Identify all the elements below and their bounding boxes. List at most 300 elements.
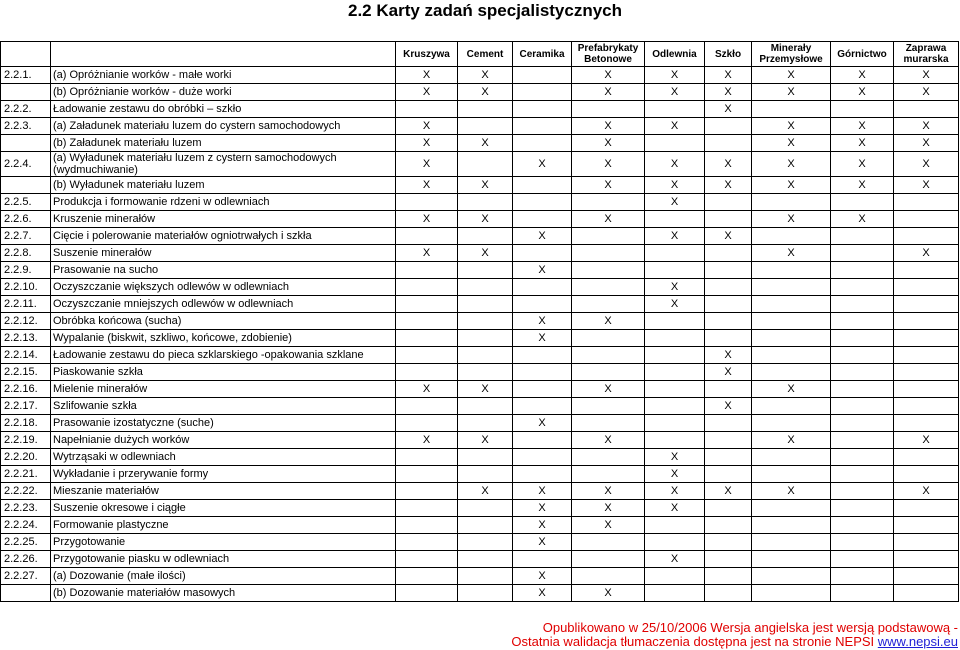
sector-mark: X <box>513 228 572 245</box>
sector-mark <box>752 449 831 466</box>
sector-mark <box>572 262 645 279</box>
sector-mark: X <box>752 381 831 398</box>
sector-mark: X <box>831 135 894 152</box>
column-header: Ceramika <box>513 42 572 67</box>
sector-mark <box>645 330 705 347</box>
sector-mark: X <box>894 483 959 500</box>
sector-mark: X <box>396 381 458 398</box>
sector-mark: X <box>572 177 645 194</box>
sector-mark <box>831 313 894 330</box>
sector-mark: X <box>705 101 752 118</box>
sector-mark <box>752 415 831 432</box>
sector-mark: X <box>645 279 705 296</box>
task-number: 2.2.21. <box>1 466 51 483</box>
sector-mark <box>894 313 959 330</box>
sector-mark <box>572 101 645 118</box>
sector-mark <box>396 483 458 500</box>
sector-mark: X <box>705 84 752 101</box>
task-description: Napełnianie dużych worków <box>51 432 396 449</box>
sector-mark <box>894 381 959 398</box>
sector-mark <box>705 500 752 517</box>
sector-mark: X <box>705 177 752 194</box>
sector-mark: X <box>513 262 572 279</box>
sector-mark: X <box>831 67 894 84</box>
sector-mark <box>645 432 705 449</box>
sector-mark: X <box>572 517 645 534</box>
sector-mark: X <box>572 500 645 517</box>
task-number: 2.2.7. <box>1 228 51 245</box>
task-description: Wytrząsaki w odlewniach <box>51 449 396 466</box>
sector-mark <box>645 313 705 330</box>
sector-mark: X <box>458 177 513 194</box>
sector-mark <box>645 381 705 398</box>
sector-mark <box>831 262 894 279</box>
footer-validation-text: Ostatnia walidacja tłumaczenia dostępna jest na stronie NEPSI <box>511 634 878 649</box>
sector-mark <box>831 381 894 398</box>
sector-mark <box>894 347 959 364</box>
sector-mark <box>458 296 513 313</box>
sector-mark <box>572 466 645 483</box>
sector-mark: X <box>513 568 572 585</box>
sector-mark: X <box>705 347 752 364</box>
sector-mark <box>572 551 645 568</box>
table-row <box>1 534 959 551</box>
sector-mark <box>831 517 894 534</box>
sector-mark: X <box>396 245 458 262</box>
table-row <box>1 432 959 449</box>
sector-mark: X <box>705 398 752 415</box>
task-number: 2.2.19. <box>1 432 51 449</box>
sector-mark <box>831 279 894 296</box>
sector-mark: X <box>831 84 894 101</box>
table-row <box>1 381 959 398</box>
sector-mark: X <box>645 84 705 101</box>
sector-mark <box>513 279 572 296</box>
table-row <box>1 551 959 568</box>
sector-mark: X <box>831 177 894 194</box>
table-row <box>1 67 959 84</box>
sector-mark <box>645 347 705 364</box>
task-description: Suszenie okresowe i ciągłe <box>51 500 396 517</box>
task-description: Mielenie minerałów <box>51 381 396 398</box>
sector-mark: X <box>458 84 513 101</box>
sector-mark: X <box>458 483 513 500</box>
sector-mark <box>894 330 959 347</box>
sector-mark <box>572 296 645 313</box>
sector-mark <box>894 279 959 296</box>
sector-mark: X <box>645 67 705 84</box>
task-number <box>1 585 51 602</box>
sector-mark: X <box>645 551 705 568</box>
sector-mark <box>513 347 572 364</box>
sector-mark <box>458 398 513 415</box>
sector-mark: X <box>752 84 831 101</box>
column-header: Odlewnia <box>645 42 705 67</box>
sector-mark <box>752 585 831 602</box>
sector-mark: X <box>645 118 705 135</box>
sector-mark: X <box>396 152 458 177</box>
sector-mark: X <box>572 84 645 101</box>
sector-mark: X <box>752 152 831 177</box>
task-number: 2.2.11. <box>1 296 51 313</box>
sector-mark <box>458 568 513 585</box>
sector-mark: X <box>572 67 645 84</box>
table-row <box>1 568 959 585</box>
sector-mark <box>894 415 959 432</box>
sector-mark <box>513 118 572 135</box>
task-description: (b) Wyładunek materiału luzem <box>51 177 396 194</box>
sector-mark <box>458 101 513 118</box>
sector-mark <box>752 330 831 347</box>
sector-mark <box>513 101 572 118</box>
sector-mark <box>831 228 894 245</box>
sector-mark: X <box>396 84 458 101</box>
task-description: (a) Wyładunek materiału luzem z cystern samochodowych (wydmuchiwanie) <box>51 152 396 177</box>
sector-mark: X <box>513 330 572 347</box>
column-header: Szkło <box>705 42 752 67</box>
sector-mark <box>705 415 752 432</box>
sector-mark <box>645 534 705 551</box>
sector-mark <box>458 466 513 483</box>
sector-mark <box>752 194 831 211</box>
sector-mark <box>645 415 705 432</box>
table-row <box>1 449 959 466</box>
sector-mark <box>572 347 645 364</box>
sector-mark: X <box>513 517 572 534</box>
footer-publication-note: Opublikowano w 25/10/2006 Wersja angielska jest wersją podstawową - <box>542 620 958 635</box>
task-description: Piaskowanie szkła <box>51 364 396 381</box>
sector-mark <box>705 118 752 135</box>
sector-mark <box>831 347 894 364</box>
table-row <box>1 101 959 118</box>
sector-mark: X <box>705 67 752 84</box>
sector-mark <box>645 364 705 381</box>
task-description: Mieszanie materiałów <box>51 483 396 500</box>
table-row <box>1 347 959 364</box>
task-number: 2.2.23. <box>1 500 51 517</box>
sector-mark <box>396 585 458 602</box>
sector-mark: X <box>645 466 705 483</box>
table-row <box>1 135 959 152</box>
table-row <box>1 177 959 194</box>
sector-mark: X <box>458 67 513 84</box>
sector-mark <box>831 568 894 585</box>
sector-mark <box>396 517 458 534</box>
sector-mark: X <box>705 483 752 500</box>
sector-mark: X <box>752 245 831 262</box>
sector-mark <box>572 534 645 551</box>
sector-mark: X <box>752 483 831 500</box>
task-description: Obróbka końcowa (sucha) <box>51 313 396 330</box>
sector-mark <box>513 449 572 466</box>
sector-mark <box>458 262 513 279</box>
sector-mark: X <box>513 313 572 330</box>
sector-mark <box>831 296 894 313</box>
sector-mark <box>458 585 513 602</box>
sector-mark: X <box>894 118 959 135</box>
sector-mark <box>894 364 959 381</box>
sector-mark <box>705 194 752 211</box>
sector-mark: X <box>894 245 959 262</box>
sector-mark <box>831 466 894 483</box>
task-description: Ładowanie zestawu do obróbki – szkło <box>51 101 396 118</box>
task-description: Prasowanie na sucho <box>51 262 396 279</box>
task-number: 2.2.27. <box>1 568 51 585</box>
sector-mark <box>513 398 572 415</box>
sector-mark <box>752 279 831 296</box>
sector-mark <box>458 347 513 364</box>
sector-mark <box>572 228 645 245</box>
sector-mark: X <box>572 381 645 398</box>
sector-mark <box>572 330 645 347</box>
column-header: Zaprawa murarska <box>894 42 959 67</box>
sector-mark: X <box>458 211 513 228</box>
sector-mark <box>831 101 894 118</box>
sector-mark: X <box>645 296 705 313</box>
sector-mark <box>831 415 894 432</box>
table-row <box>1 84 959 101</box>
table-row <box>1 118 959 135</box>
sector-mark <box>705 466 752 483</box>
sector-mark <box>752 313 831 330</box>
footer-validation-note <box>511 634 958 649</box>
sector-mark <box>458 279 513 296</box>
sector-mark <box>572 279 645 296</box>
sector-mark <box>572 398 645 415</box>
sector-mark <box>396 398 458 415</box>
sector-mark <box>396 568 458 585</box>
sector-mark <box>396 313 458 330</box>
sector-mark: X <box>645 483 705 500</box>
sector-mark <box>458 364 513 381</box>
table-row <box>1 296 959 313</box>
sector-mark <box>458 415 513 432</box>
sector-mark: X <box>572 118 645 135</box>
task-description: Oczyszczanie mniejszych odlewów w odlewniach <box>51 296 396 313</box>
sector-mark: X <box>572 585 645 602</box>
task-number: 2.2.5. <box>1 194 51 211</box>
sector-mark <box>396 466 458 483</box>
sector-mark <box>645 211 705 228</box>
task-number: 2.2.2. <box>1 101 51 118</box>
task-number: 2.2.20. <box>1 449 51 466</box>
task-description: (a) Dozowanie (małe ilości) <box>51 568 396 585</box>
sector-mark <box>894 449 959 466</box>
task-number: 2.2.24. <box>1 517 51 534</box>
sector-mark <box>831 330 894 347</box>
table-row <box>1 152 959 177</box>
sector-mark: X <box>396 135 458 152</box>
task-description: (b) Dozowanie materiałów masowych <box>51 585 396 602</box>
sector-mark: X <box>513 585 572 602</box>
sector-mark: X <box>513 152 572 177</box>
sector-mark: X <box>458 381 513 398</box>
task-number <box>1 135 51 152</box>
sector-mark: X <box>645 194 705 211</box>
sector-mark <box>752 262 831 279</box>
sector-mark <box>513 177 572 194</box>
sector-mark <box>831 500 894 517</box>
sector-mark: X <box>458 432 513 449</box>
task-number: 2.2.6. <box>1 211 51 228</box>
sector-mark <box>513 466 572 483</box>
sector-mark <box>645 568 705 585</box>
task-number: 2.2.25. <box>1 534 51 551</box>
sector-mark <box>752 296 831 313</box>
task-number: 2.2.9. <box>1 262 51 279</box>
sector-mark: X <box>705 364 752 381</box>
sector-mark: X <box>705 152 752 177</box>
sector-mark <box>572 364 645 381</box>
sector-mark <box>752 228 831 245</box>
sector-mark <box>894 194 959 211</box>
sector-mark: X <box>752 118 831 135</box>
sector-mark <box>645 101 705 118</box>
sector-mark <box>458 534 513 551</box>
sector-mark <box>705 279 752 296</box>
sector-mark <box>513 551 572 568</box>
sector-mark <box>705 534 752 551</box>
sector-mark: X <box>894 84 959 101</box>
table-row <box>1 228 959 245</box>
sector-mark <box>645 398 705 415</box>
sector-mark <box>396 228 458 245</box>
task-description: Kruszenie minerałów <box>51 211 396 228</box>
sector-mark <box>831 194 894 211</box>
sector-mark <box>396 500 458 517</box>
table-row <box>1 279 959 296</box>
sector-mark <box>513 381 572 398</box>
sector-mark <box>705 551 752 568</box>
header-row <box>1 42 959 67</box>
sector-mark: X <box>572 211 645 228</box>
sector-mark <box>831 551 894 568</box>
sector-mark <box>513 245 572 262</box>
sector-mark <box>894 517 959 534</box>
sector-mark <box>396 262 458 279</box>
sector-mark: X <box>513 483 572 500</box>
sector-mark: X <box>894 135 959 152</box>
sector-mark <box>752 534 831 551</box>
column-header: Górnictwo <box>831 42 894 67</box>
sector-mark: X <box>894 152 959 177</box>
sector-mark <box>752 101 831 118</box>
task-description: Oczyszczanie większych odlewów w odlewniach <box>51 279 396 296</box>
sector-mark <box>705 211 752 228</box>
task-number: 2.2.18. <box>1 415 51 432</box>
task-matrix-table <box>0 41 959 602</box>
task-number: 2.2.12. <box>1 313 51 330</box>
sector-mark <box>513 135 572 152</box>
task-description: Przygotowanie <box>51 534 396 551</box>
sector-mark: X <box>396 211 458 228</box>
task-description: Wypalanie (biskwit, szkliwo, końcowe, zdobienie) <box>51 330 396 347</box>
sector-mark <box>894 101 959 118</box>
sector-mark: X <box>572 483 645 500</box>
column-header: Prefabrykaty Betonowe <box>572 42 645 67</box>
sector-mark: X <box>458 245 513 262</box>
sector-mark <box>645 585 705 602</box>
sector-mark <box>894 551 959 568</box>
table-row <box>1 211 959 228</box>
sector-mark <box>752 568 831 585</box>
sector-mark <box>705 432 752 449</box>
sector-mark: X <box>458 135 513 152</box>
sector-mark: X <box>396 67 458 84</box>
sector-mark <box>645 262 705 279</box>
sector-mark <box>458 551 513 568</box>
table-row <box>1 483 959 500</box>
sector-mark <box>645 135 705 152</box>
task-description: Prasowanie izostatyczne (suche) <box>51 415 396 432</box>
sector-mark <box>513 194 572 211</box>
sector-mark: X <box>705 228 752 245</box>
sector-mark <box>458 517 513 534</box>
sector-mark: X <box>831 211 894 228</box>
task-description: Wykładanie i przerywanie formy <box>51 466 396 483</box>
nepsi-link[interactable]: www.nepsi.eu <box>877 634 958 649</box>
sector-mark <box>894 466 959 483</box>
sector-mark <box>705 262 752 279</box>
sector-mark <box>645 517 705 534</box>
sector-mark <box>458 118 513 135</box>
sector-mark <box>752 500 831 517</box>
sector-mark <box>831 432 894 449</box>
sector-mark <box>705 449 752 466</box>
sector-mark <box>831 364 894 381</box>
sector-mark: X <box>894 432 959 449</box>
sector-mark <box>458 313 513 330</box>
sector-mark <box>458 194 513 211</box>
task-number: 2.2.15. <box>1 364 51 381</box>
sector-mark <box>752 364 831 381</box>
sector-mark <box>513 432 572 449</box>
sector-mark <box>752 551 831 568</box>
sector-mark <box>513 211 572 228</box>
sector-mark <box>396 415 458 432</box>
task-number: 2.2.3. <box>1 118 51 135</box>
sector-mark: X <box>513 500 572 517</box>
task-number <box>1 84 51 101</box>
sector-mark: X <box>752 177 831 194</box>
sector-mark <box>705 135 752 152</box>
task-number: 2.2.10. <box>1 279 51 296</box>
sector-mark <box>572 194 645 211</box>
sector-mark <box>705 296 752 313</box>
table-row <box>1 194 959 211</box>
task-number <box>1 177 51 194</box>
sector-mark <box>752 466 831 483</box>
sector-mark <box>894 296 959 313</box>
table-row <box>1 330 959 347</box>
table-row <box>1 262 959 279</box>
task-description: Produkcja i formowanie rdzeni w odlewniach <box>51 194 396 211</box>
task-description: Przygotowanie piasku w odlewniach <box>51 551 396 568</box>
sector-mark: X <box>894 67 959 84</box>
sector-mark: X <box>645 500 705 517</box>
task-description: Cięcie i polerowanie materiałów ogniotrwałych i szkła <box>51 228 396 245</box>
task-description: Suszenie minerałów <box>51 245 396 262</box>
sector-mark <box>645 245 705 262</box>
sector-mark: X <box>752 67 831 84</box>
sector-mark <box>831 398 894 415</box>
sector-mark: X <box>572 432 645 449</box>
sector-mark <box>572 568 645 585</box>
sector-mark <box>396 101 458 118</box>
sector-mark: X <box>831 152 894 177</box>
task-description: Formowanie plastyczne <box>51 517 396 534</box>
sector-mark <box>831 245 894 262</box>
